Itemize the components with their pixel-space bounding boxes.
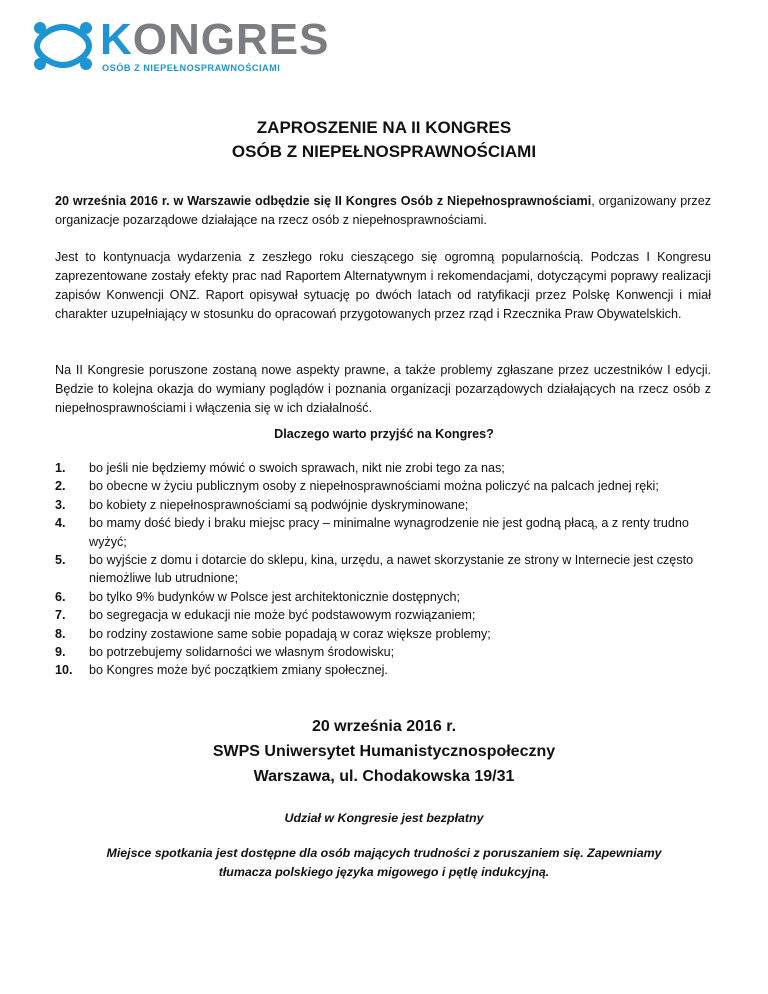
list-item (55, 496, 715, 514)
list-item (55, 625, 715, 643)
people-circle-logo-icon (28, 14, 98, 78)
event-address: Warszawa, ul. Chodakowska 19/31 (253, 768, 515, 785)
event-venue: SWPS Uniwersytet Humanistycznospołeczny (212, 743, 556, 760)
logo-wordmark (100, 16, 329, 64)
list-item-number: 5. (55, 553, 66, 568)
list-item (55, 477, 715, 495)
intro-bold-text: 20 września 2016 r. w Warszawie odbędzie się II Kongres Osób z Niepełnosprawnościami (55, 194, 592, 208)
paragraph-2-text: Jest to kontynuacja wydarzenia z zeszłego roku cieszącego się ogromną popularnością. Podczas I Kongresu zaprezentowane zostały efekty prac nad Raportem Alternatywnym i rekomendacjami, dotyczącymi poprawy realizacji zapisów Konwencji ONZ. Raport opisywał sytuację po dwóch latach od ratyfikacji przez Polskę Konwencji i miał charakter uzupełniający w stosunku do opracowań przygotowanych przez rząd i Rzecznika Praw Obywatelskich. (55, 250, 711, 321)
list-item-text: bo potrzebujemy solidarności we własnym środowisku; (89, 645, 395, 660)
list-item-text: bo kobiety z niepełnosprawnościami są podwójnie dyskryminowane; (89, 497, 469, 512)
document-title-line-2: OSÓB Z NIEPEŁNOSPRAWNOŚCIAMI (231, 142, 537, 161)
list-item-number: 4. (55, 516, 66, 531)
list-item-text: bo obecne w życiu publicznym osoby z niepełnosprawnościami można policzyć na palcach jednej ręki; (89, 479, 659, 494)
list-item (55, 606, 715, 624)
kongres-logo (28, 14, 348, 78)
list-item (55, 588, 715, 606)
list-item-number: 7. (55, 608, 66, 623)
logo-letters-rest: ONGRES (132, 15, 330, 64)
list-item-number: 2. (55, 479, 66, 494)
list-item-text: bo mamy dość biedy i braku miejsc pracy – minimalne wynagrodzenie nie jest godną płacą, a z renty trudno wyżyć; (89, 516, 689, 549)
list-item-number: 9. (55, 645, 66, 660)
accessibility-note-line-1: Miejsce spotkania jest dostępne dla osób mających trudności z poruszaniem się. Zapewniamy (106, 846, 662, 860)
accessibility-note-line-2: tłumacza polskiego języka migowego i pętlę indukcyjną. (218, 865, 550, 879)
list-item (55, 551, 715, 588)
paragraph-3-text: Na II Kongresie poruszone zostaną nowe aspekty prawne, a także problemy zgłaszane przez uczestników I edycji. Będzie to kolejna okazja do wymiany poglądów i poznania organizacji pozarządowych działających na rzecz osób z niepełnosprawnościami i włączenia się w ich działalność. (55, 363, 711, 415)
list-item-number: 6. (55, 589, 66, 604)
intro-paragraph (55, 192, 711, 230)
document-title-line-1: ZAPROSZENIE NA II KONGRES (256, 118, 512, 137)
free-participation-note: Udział w Kongresie jest bezpłatny (284, 811, 484, 825)
reasons-list (55, 459, 715, 680)
list-item-text: bo Kongres może być początkiem zmiany społecznej. (89, 663, 388, 678)
list-item-text: bo wyjście z domu i dotarcie do sklepu, kina, urzędu, a nawet skorzystanie ze strony w Internecie jest często niemożliwe lub utrudnione; (89, 553, 694, 586)
paragraph-new-aspects (55, 361, 711, 418)
list-item-text: bo segregacja w edukacji nie może być podstawowym rozwiązaniem; (89, 608, 476, 623)
list-item (55, 643, 715, 661)
logo-tagline: OSÓB Z NIEPEŁNOSPRAWNOŚCIAMI (102, 63, 281, 73)
list-item-text: bo rodziny zostawione same sobie popadają w coraz większe problemy; (89, 626, 491, 641)
paragraph-continuation (55, 248, 711, 324)
list-item-number: 1. (55, 461, 66, 475)
list-item (55, 661, 715, 679)
list-item-number: 3. (55, 497, 66, 512)
list-item-number: 8. (55, 626, 66, 641)
list-item-text: bo jeśli nie będziemy mówić o swoich sprawach, nikt nie zrobi tego za nas; (89, 461, 505, 475)
list-item-number: 10. (55, 663, 73, 678)
logo-letter-k: K (100, 15, 133, 64)
list-item (55, 459, 715, 477)
intro-rest-text: , organizowany przez organizacje pozarządowe działające na rzecz osób z niepełnosprawnościami. (55, 194, 711, 227)
list-item (55, 514, 715, 551)
why-heading: Dlaczego warto przyjść na Kongres? (274, 427, 494, 441)
event-date: 20 września 2016 r. (311, 718, 457, 735)
list-item-text: bo tylko 9% budynków w Polsce jest architektonicznie dostępnych; (89, 589, 461, 604)
